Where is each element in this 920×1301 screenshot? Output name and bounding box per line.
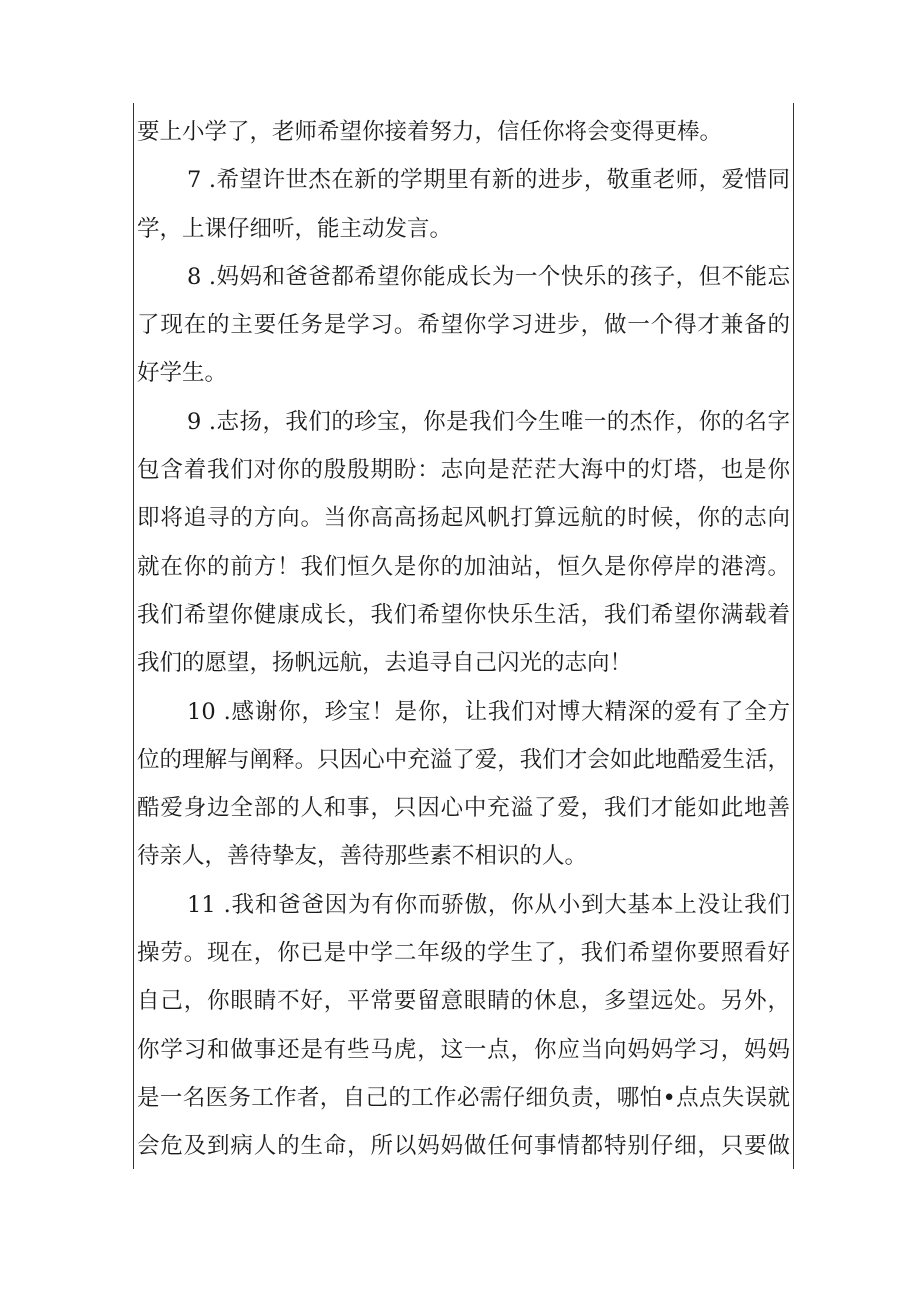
text-line: 好学生。 [137, 360, 228, 387]
text-line: 了现在的主要任务是学习。希望你学习进步，做一个得才兼备的 [137, 312, 790, 339]
text-line: 即将追寻的方向。当你高高扬起风帆打算远航的时候，你的志向 [137, 505, 790, 532]
text-line: 是一名医务工作者，自己的工作必需仔细负责，哪怕•点点失误就 [137, 1084, 790, 1111]
text-line: 会危及到病人的生命，所以妈妈做任何事情都特别仔细，只要做 [137, 1133, 790, 1160]
text-line: 待亲人，善待挚友，善待那些素不相识的人。 [137, 843, 588, 870]
text-line: 10 .感谢你，珍宝！是你，让我们对博大精深的爱有了全方 [187, 698, 790, 725]
text-line: 自己，你眼睛不好，平常要留意眼睛的休息，多望远处。另外， [137, 988, 790, 1015]
text-line: 学，上课仔细听，能主动发言。 [137, 215, 453, 242]
text-line: 7 .希望许世杰在新的学期里有新的进步，敬重老师，爱惜同 [187, 167, 790, 194]
text-line: 你学习和做事还是有些马虎，这一点，你应当向妈妈学习，妈妈 [137, 1036, 790, 1063]
text-line: 要上小学了，老师希望你接着努力，信任你将会变得更棒。 [137, 119, 723, 145]
table-border-left [133, 103, 134, 1169]
text-line: 位的理解与阐释。只因心中充溢了爱，我们才会如此地酷爱生活， [137, 746, 790, 773]
text-line: 包含着我们对你的殷殷期盼：志向是茫茫大海中的灯塔，也是你 [137, 457, 790, 484]
text-line: 操劳。现在，你已是中学二年级的学生了，我们希望你要照看好 [137, 940, 790, 967]
table-border-right [793, 103, 794, 1169]
text-line: 11 .我和爸爸因为有你而骄傲，你从小到大基本上没让我们 [187, 891, 790, 918]
body-text [137, 108, 790, 1171]
text-line: 8 .妈妈和爸爸都希望你能成长为一个快乐的孩子，但不能忘 [187, 263, 790, 290]
text-line: 我们的愿望，扬帆远航，去追寻自己闪光的志向！ [137, 650, 633, 677]
text-line: 9 .志扬，我们的珍宝，你是我们今生唯一的杰作，你的名字 [187, 408, 790, 435]
text-line: 酷爱身边全部的人和事，只因心中充溢了爱，我们才能如此地善 [137, 795, 790, 822]
text-line: 我们希望你健康成长，我们希望你快乐生活，我们希望你满载着 [137, 601, 790, 628]
text-line: 就在你的前方！我们恒久是你的加油站，恒久是你停岸的港湾。 [137, 553, 790, 580]
